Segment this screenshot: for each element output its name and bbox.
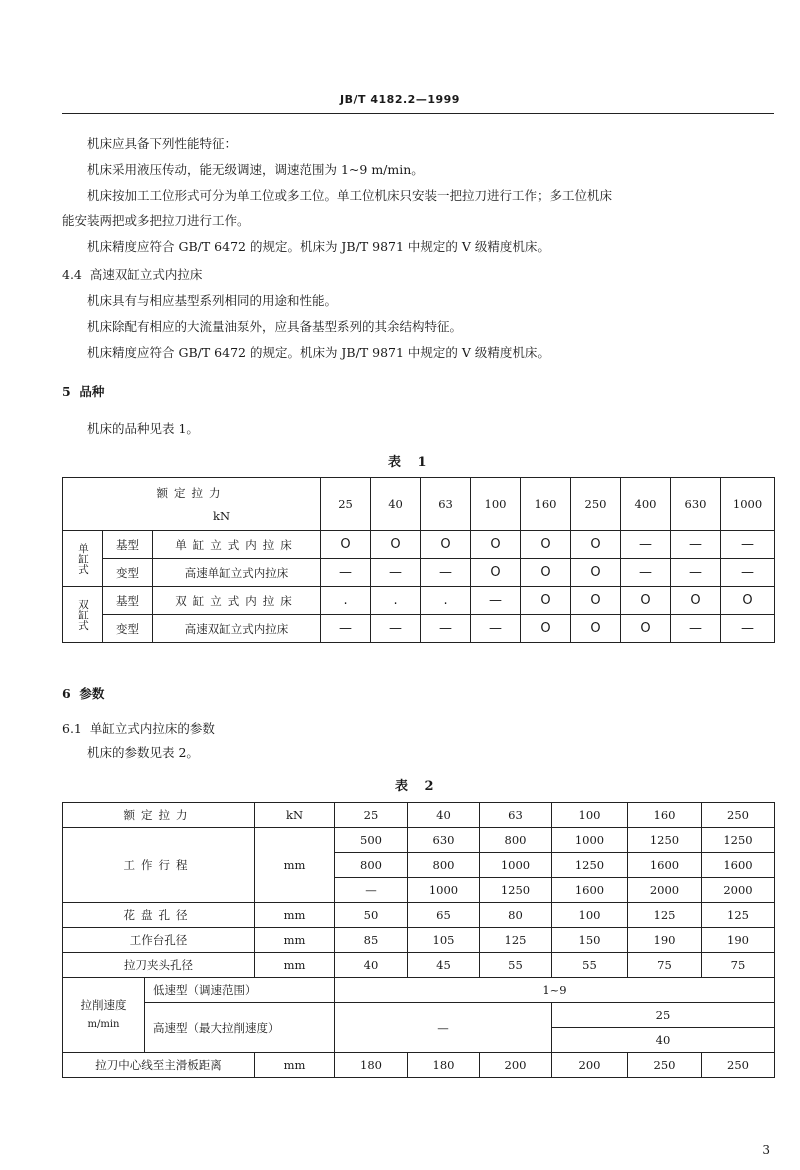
table2-value: 2000	[628, 878, 702, 903]
table2-value: 100	[552, 803, 628, 828]
section-4-4-heading	[62, 267, 202, 283]
section-title: 参数	[79, 686, 105, 701]
table1-mark: —	[421, 559, 471, 587]
paragraph: 机床的参数见表 2。	[87, 745, 199, 760]
table2-unit: mm	[255, 903, 335, 928]
table1-mark: O	[321, 531, 371, 559]
table1-mark: .	[371, 587, 421, 615]
table2-value: 800	[480, 828, 552, 853]
table1-mark: —	[621, 531, 671, 559]
table2-value: 1250	[628, 828, 702, 853]
table1-mark: O	[521, 615, 571, 643]
table2-value: 1000	[552, 828, 628, 853]
table2-value: 125	[628, 903, 702, 928]
table1-mark: —	[671, 531, 721, 559]
section-number: 5	[62, 384, 71, 399]
section-title: 品种	[79, 384, 105, 399]
table1-name: 单缸立式内拉床	[153, 531, 321, 559]
table2-value: —	[335, 878, 408, 903]
table1-header-cell	[63, 478, 321, 531]
table2-value: —	[335, 1003, 552, 1053]
section-title: 单缸立式内拉床的参数	[89, 721, 215, 736]
table1-mark: O	[371, 531, 421, 559]
table2-label: 拉削速度	[80, 998, 127, 1012]
table2-value: 125	[480, 928, 552, 953]
table1-force: 630	[671, 478, 721, 531]
table2-value: 2000	[702, 878, 775, 903]
table2-value: 1250	[702, 828, 775, 853]
table1-force: 25	[321, 478, 371, 531]
table2-value: 250	[702, 803, 775, 828]
table2-value: 190	[702, 928, 775, 953]
table-row	[63, 1053, 775, 1078]
table-row	[63, 903, 775, 928]
table1-force: 160	[521, 478, 571, 531]
table-row	[63, 928, 775, 953]
table-row	[63, 828, 775, 853]
table1-mark: O	[571, 615, 621, 643]
table2-value: 1000	[408, 878, 480, 903]
table-row	[63, 559, 775, 587]
paragraph: 机床除配有相应的大流量油泵外，应具备基型系列的其余结构特征。	[87, 319, 463, 334]
table1-mark: O	[621, 587, 671, 615]
table1-mark: —	[721, 559, 775, 587]
table2-value: 1250	[552, 853, 628, 878]
table2-unit: m/min	[87, 1019, 120, 1030]
table2-value: 80	[480, 903, 552, 928]
table2-value: 100	[552, 903, 628, 928]
table1-force: 400	[621, 478, 671, 531]
section-title: 高速双缸立式内拉床	[89, 267, 203, 282]
table1-mark: O	[571, 587, 621, 615]
table1-name: 高速双缸立式内拉床	[153, 615, 321, 643]
table-row	[63, 615, 775, 643]
table2-value: 55	[552, 953, 628, 978]
table-2	[62, 802, 775, 1078]
table2-sublabel: 低速型（调速范围）	[145, 978, 335, 1003]
table2-unit: kN	[255, 803, 335, 828]
paragraph: 能安装两把或多把拉刀进行工作。	[62, 213, 250, 228]
table1-force: 100	[471, 478, 521, 531]
table1-mark: —	[371, 559, 421, 587]
table1-mark: —	[471, 587, 521, 615]
table2-value: 45	[408, 953, 480, 978]
paragraph: 机床的品种见表 1。	[87, 421, 199, 436]
table2-value: 250	[628, 1053, 702, 1078]
table1-mark: O	[721, 587, 775, 615]
table2-value: 180	[335, 1053, 408, 1078]
table1-mark: O	[671, 587, 721, 615]
table1-mark: .	[421, 587, 471, 615]
table1-force: 63	[421, 478, 471, 531]
table2-caption: 表 2	[395, 779, 440, 794]
table1-type: 基型	[103, 531, 153, 559]
table2-value: 25	[335, 803, 408, 828]
table2-value: 75	[628, 953, 702, 978]
table2-unit: mm	[255, 1053, 335, 1078]
table-row	[63, 1003, 775, 1028]
table2-value: 55	[480, 953, 552, 978]
table1-mark: —	[721, 531, 775, 559]
table2-value: 630	[408, 828, 480, 853]
table2-label: 工作行程	[63, 828, 255, 903]
table1-mark: .	[321, 587, 371, 615]
table2-value: 200	[552, 1053, 628, 1078]
page-number: 3	[762, 1143, 770, 1157]
table1-force: 1000	[721, 478, 775, 531]
table1-group: 单缸式	[63, 531, 103, 587]
table2-value: 160	[628, 803, 702, 828]
table-row	[63, 953, 775, 978]
table2-unit: mm	[255, 828, 335, 903]
table2-value: 105	[408, 928, 480, 953]
section-number: 4.4	[62, 267, 82, 282]
table1-mark: —	[671, 615, 721, 643]
section-6-1-heading	[62, 721, 215, 737]
table2-value: 1250	[480, 878, 552, 903]
table2-value: 63	[480, 803, 552, 828]
table2-value: 40	[408, 803, 480, 828]
table1-type: 变型	[103, 559, 153, 587]
table-row	[63, 531, 775, 559]
table1-header-label: 额定拉力	[156, 486, 227, 500]
table1-mark: —	[471, 615, 521, 643]
table1-mark: —	[371, 615, 421, 643]
table2-value: 1000	[480, 853, 552, 878]
paragraph: 机床精度应符合 GB/T 6472 的规定。机床为 JB/T 9871 中规定的 V 级精度机床。	[87, 345, 550, 360]
table2-value: 250	[702, 1053, 775, 1078]
table2-value: 25	[552, 1003, 775, 1028]
paragraph: 机床应具备下列性能特征：	[87, 136, 238, 151]
table2-value: 150	[552, 928, 628, 953]
table2-sublabel: 高速型（最大拉削速度）	[145, 1003, 335, 1053]
table1-mark: O	[471, 531, 521, 559]
table2-value: 75	[702, 953, 775, 978]
table2-value: 50	[335, 903, 408, 928]
table2-value: 1600	[552, 878, 628, 903]
table-row	[63, 978, 775, 1003]
paragraph: 机床精度应符合 GB/T 6472 的规定。机床为 JB/T 9871 中规定的 V 级精度机床。	[87, 239, 550, 254]
table2-value: 1600	[702, 853, 775, 878]
header-standard-code: JB/T 4182.2—1999	[340, 93, 460, 106]
table2-value: 1~9	[335, 978, 775, 1003]
table1-header-unit: kN	[213, 509, 231, 523]
table1-mark: —	[321, 615, 371, 643]
table1-force: 250	[571, 478, 621, 531]
table2-value: 800	[335, 853, 408, 878]
table1-mark: O	[521, 559, 571, 587]
table2-label: 额定拉力	[63, 803, 255, 828]
table2-unit: mm	[255, 928, 335, 953]
table2-unit: mm	[255, 953, 335, 978]
paragraph: 机床具有与相应基型系列相同的用途和性能。	[87, 293, 338, 308]
section-number: 6.1	[62, 721, 82, 736]
table1-group: 双缸式	[63, 587, 103, 643]
table1-mark: O	[521, 531, 571, 559]
table-row	[63, 587, 775, 615]
table2-label: 工作台孔径	[63, 928, 255, 953]
table2-value: 85	[335, 928, 408, 953]
table1-mark: O	[421, 531, 471, 559]
table2-label: 花盘孔径	[63, 903, 255, 928]
table2-value: 190	[628, 928, 702, 953]
table2-value: 800	[408, 853, 480, 878]
table1-mark: —	[421, 615, 471, 643]
section-6-heading	[62, 684, 104, 702]
header-rule	[62, 113, 774, 114]
table2-value: 40	[552, 1028, 775, 1053]
table2-speed-cell	[63, 978, 145, 1053]
table2-label: 拉刀夹头孔径	[63, 953, 255, 978]
table2-label: 拉刀中心线至主滑板距离	[63, 1053, 255, 1078]
table2-value: 1600	[628, 853, 702, 878]
table1-mark: O	[471, 559, 521, 587]
paragraph: 机床按加工工位形式可分为单工位或多工位。单工位机床只安装一把拉刀进行工作；多工位机床	[87, 188, 613, 203]
table1-type: 基型	[103, 587, 153, 615]
section-5-heading	[62, 382, 104, 400]
table1-force: 40	[371, 478, 421, 531]
table1-name: 高速单缸立式内拉床	[153, 559, 321, 587]
table2-value: 180	[408, 1053, 480, 1078]
table2-value: 40	[335, 953, 408, 978]
table1-mark: —	[621, 559, 671, 587]
table2-value: 200	[480, 1053, 552, 1078]
table1-mark: —	[671, 559, 721, 587]
table1-type: 变型	[103, 615, 153, 643]
section-number: 6	[62, 686, 71, 701]
table1-mark: O	[571, 559, 621, 587]
table1-mark: O	[621, 615, 671, 643]
table1-mark: —	[721, 615, 775, 643]
table2-value: 125	[702, 903, 775, 928]
table1-mark: —	[321, 559, 371, 587]
table2-value: 65	[408, 903, 480, 928]
table1-caption: 表 1	[388, 455, 433, 470]
table2-value: 500	[335, 828, 408, 853]
table-row	[63, 803, 775, 828]
table-1	[62, 477, 775, 643]
table1-name: 双缸立式内拉床	[153, 587, 321, 615]
table1-mark: O	[521, 587, 571, 615]
paragraph: 机床采用液压传动，能无级调速，调速范围为 1~9 m/min。	[87, 162, 424, 177]
table1-mark: O	[571, 531, 621, 559]
